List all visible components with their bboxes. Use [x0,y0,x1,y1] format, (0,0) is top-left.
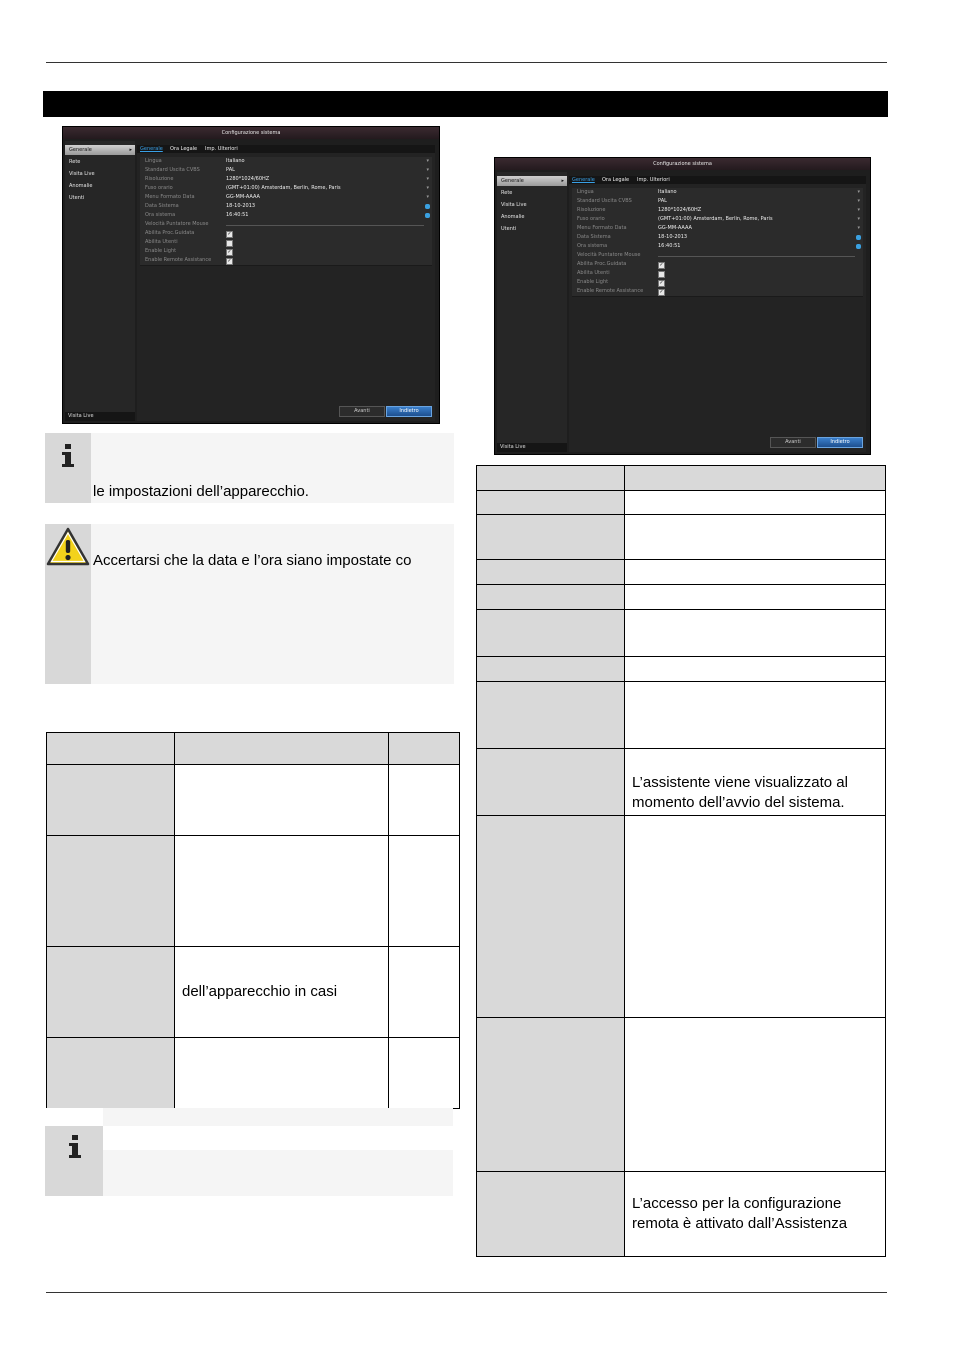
table-cell [47,765,175,836]
table-row [47,947,460,1038]
dvr-setting-value: Italiano [658,189,677,195]
chevron-right-icon: ▸ [561,178,564,184]
table-cell [477,585,625,610]
table-header-row [47,733,460,765]
table-cell [477,515,625,560]
dvr-screenshot-right [494,157,871,455]
table-row [477,1018,886,1172]
dropdown-arrow-icon[interactable]: ▾ [857,216,860,222]
dvr-checkbox[interactable] [226,240,233,247]
info-icon [66,1134,84,1160]
dvr-prev-button[interactable]: Avanti [339,406,385,417]
dvr-checkbox[interactable]: ✓ [227,258,232,264]
dvr-sidebar-item[interactable]: Anomalie [501,214,525,220]
cell-text: L’assistente viene visualizzato al [632,774,848,791]
dvr-setting-label: Menu Formato Data [577,225,627,231]
dvr-checkbox[interactable]: ✓ [227,231,232,237]
table-header-row [477,466,886,491]
dvr-setting-label: Enable Remote Assistance [145,257,212,263]
table-cell [47,1038,175,1109]
calendar-icon[interactable] [425,204,430,209]
dvr-setting-label: Enable Remote Assistance [577,288,644,294]
dvr-setting-label: Menu Formato Data [145,194,195,200]
header-cell [175,733,389,765]
dvr-title: Configurazione sistema [495,158,870,170]
table-cell [477,749,625,816]
dvr-tab[interactable]: Ora Legale [170,146,198,152]
warning-text: Accertarsi che la data e l’ora siano impostate co [93,552,412,569]
table-cell [175,765,389,836]
table-cell [625,610,886,657]
dropdown-arrow-icon[interactable]: ▾ [426,176,429,182]
dvr-setting-value: GG-MM-AAAA [658,225,692,231]
calendar-icon[interactable] [856,235,861,240]
table-cell [477,1172,625,1257]
table-row [477,515,886,560]
table-cell [625,1172,886,1257]
table-cell [477,657,625,682]
table-row [477,657,886,682]
dvr-setting-label: Velocità Puntatore Mouse [577,252,641,258]
table-cell [477,1018,625,1172]
dvr-tab[interactable]: Ora Legale [602,177,630,183]
dvr-setting-label: Ora sistema [577,243,608,249]
dvr-sidebar-footer[interactable]: Visita Live [497,443,567,452]
dvr-setting-label: Lingua [577,189,594,195]
dvr-setting-label: Data Sistema [145,203,179,209]
table-cell [477,491,625,515]
dvr-sidebar-item[interactable]: Anomalie [69,183,93,189]
dvr-screenshot-left [62,126,440,424]
dvr-back-button[interactable]: Indietro [817,437,863,448]
table-cell [175,836,389,947]
table-row [477,749,886,816]
left-settings-table [46,732,460,1109]
header-cell [477,466,625,491]
dvr-sidebar-item[interactable]: Utenti [501,226,517,232]
dvr-setting-label: Risoluzione [577,207,606,213]
section-header-bar [43,91,888,117]
dvr-main-panel [137,145,435,421]
dvr-sidebar [65,141,135,421]
table-cell [477,682,625,749]
dvr-setting-label: Velocità Puntatore Mouse [145,221,209,227]
dropdown-arrow-icon[interactable]: ▾ [857,198,860,204]
dvr-sidebar [497,172,567,452]
dvr-sidebar-footer[interactable]: Visita Live [65,412,135,421]
dvr-setting-label: Fuso orario [145,185,173,191]
warning-box [45,524,454,684]
dvr-prev-button[interactable]: Avanti [770,437,816,448]
table-row [477,585,886,610]
dropdown-arrow-icon[interactable]: ▾ [857,189,860,195]
dvr-setting-value: (GMT+01:00) Amsterdam, Berlin, Rome, Paris [658,216,773,222]
info-note-text: le impostazioni dell’apparecchio. [93,483,309,500]
table-cell [389,836,460,947]
mouse-speed-slider[interactable] [226,225,424,226]
dvr-back-button[interactable]: Indietro [386,406,432,417]
table-cell [477,610,625,657]
bottom-rule [46,1292,887,1293]
dvr-sidebar-item[interactable]: Generale ▸ [65,145,135,155]
dvr-setting-value: (GMT+01:00) Amsterdam, Berlin, Rome, Paris [226,185,341,191]
dvr-sidebar-item[interactable]: Utenti [69,195,85,201]
table-row [477,816,886,1018]
table-cell [477,816,625,1018]
dvr-setting-label: Abilita Proc.Guidata [145,230,195,236]
dvr-sidebar-item[interactable]: Rete [69,159,81,165]
table-row [477,491,886,515]
dvr-setting-label: Standard Uscita CVBS [577,198,632,204]
header-cell [389,733,460,765]
table-cell [47,836,175,947]
dvr-setting-row[interactable] [572,287,863,297]
dvr-checkbox[interactable]: ✓ [659,262,664,268]
dvr-setting-label: Ora sistema [145,212,176,218]
dvr-setting-label: Data Sistema [577,234,611,240]
dvr-tab-bar [569,176,866,184]
info-note-box-2 [45,1108,453,1196]
dvr-setting-value: Italiano [226,158,245,164]
header-cell [625,466,886,491]
dropdown-arrow-icon[interactable]: ▾ [857,207,860,213]
dvr-setting-label: Lingua [145,158,162,164]
dvr-title: Configurazione sistema [63,127,439,139]
table-cell [625,585,886,610]
table-cell [389,1038,460,1109]
dvr-checkbox[interactable]: ✓ [659,280,664,286]
dvr-setting-label: Abilita Utenti [577,270,610,276]
dvr-tab[interactable]: Imp. Ulteriori [637,177,670,183]
dvr-setting-value: 16:40:51 [658,243,681,249]
right-settings-table [476,465,886,1257]
info-note-box [45,433,454,503]
cell-text: dell’apparecchio in casi [182,983,338,1000]
dvr-setting-label: Abilita Utenti [145,239,178,245]
table-cell [625,515,886,560]
dvr-sidebar-item[interactable]: Rete [501,190,513,196]
table-cell [625,749,886,816]
dvr-setting-label: Abilita Proc.Guidata [577,261,627,267]
table-cell [625,682,886,749]
table-cell [47,947,175,1038]
dvr-sidebar-item[interactable]: Visita Live [69,171,95,177]
dvr-tab[interactable]: Imp. Ulteriori [205,146,238,152]
dvr-tab[interactable]: Generale [572,177,595,183]
calendar-icon[interactable] [856,244,861,249]
dvr-setting-value: PAL [658,198,667,204]
info-band-bottom [103,1150,453,1196]
warning-icon [46,527,90,567]
table-cell [175,1038,389,1109]
dvr-tab-bar [137,145,435,153]
dvr-setting-value: 1280*1024/60HZ [226,176,270,182]
dvr-checkbox[interactable] [658,271,665,278]
dvr-main-panel [569,176,866,452]
calendar-icon[interactable] [425,213,430,218]
dropdown-arrow-icon[interactable]: ▾ [426,185,429,191]
dvr-setting-label: Risoluzione [145,176,174,182]
header-cell [47,733,175,765]
dvr-tab[interactable]: Generale [140,146,163,152]
table-cell [625,1018,886,1172]
cell-text: remota è attivato dall’Assistenza [632,1215,848,1232]
dvr-sidebar-item[interactable]: Visita Live [501,202,527,208]
table-row [477,682,886,749]
dvr-setting-label: Enable Light [145,248,177,254]
dropdown-arrow-icon[interactable]: ▾ [426,194,429,200]
table-cell [477,560,625,585]
dvr-setting-label: Standard Uscita CVBS [145,167,200,173]
table-cell [389,765,460,836]
table-cell [625,816,886,1018]
dvr-setting-label: Enable Light [577,279,609,285]
cell-text: L’accesso per la configurazione [632,1195,842,1212]
table-row [47,836,460,947]
dvr-checkbox[interactable]: ✓ [227,249,232,255]
cell-text: momento dell’avvio del sistema. [632,794,845,811]
table-row [477,560,886,585]
table-cell [625,560,886,585]
table-cell [389,947,460,1038]
table-cell [625,657,886,682]
table-row [47,1038,460,1109]
dvr-setting-value: PAL [226,167,235,173]
table-cell [175,947,389,1038]
table-cell [625,491,886,515]
mouse-speed-slider[interactable] [658,256,855,257]
table-row [477,610,886,657]
table-row [477,1172,886,1257]
dropdown-arrow-icon[interactable]: ▾ [426,158,429,164]
dvr-setting-value: GG-MM-AAAA [226,194,260,200]
dropdown-arrow-icon[interactable]: ▾ [857,225,860,231]
chevron-right-icon: ▸ [129,147,132,153]
dvr-setting-value: 16:40:51 [226,212,249,218]
info-icon [59,443,77,469]
dvr-checkbox[interactable]: ✓ [659,289,664,295]
table-row [47,765,460,836]
top-rule [46,62,887,63]
dvr-setting-row[interactable] [140,256,432,266]
dvr-setting-value: 18-10-2013 [658,234,688,240]
dvr-setting-value: 18-10-2013 [226,203,256,209]
dvr-sidebar-item[interactable]: Generale ▸ [497,176,567,186]
dvr-setting-label: Fuso orario [577,216,605,222]
dropdown-arrow-icon[interactable]: ▾ [426,167,429,173]
dvr-setting-value: 1280*1024/60HZ [658,207,702,213]
info-band-top [103,1108,453,1126]
